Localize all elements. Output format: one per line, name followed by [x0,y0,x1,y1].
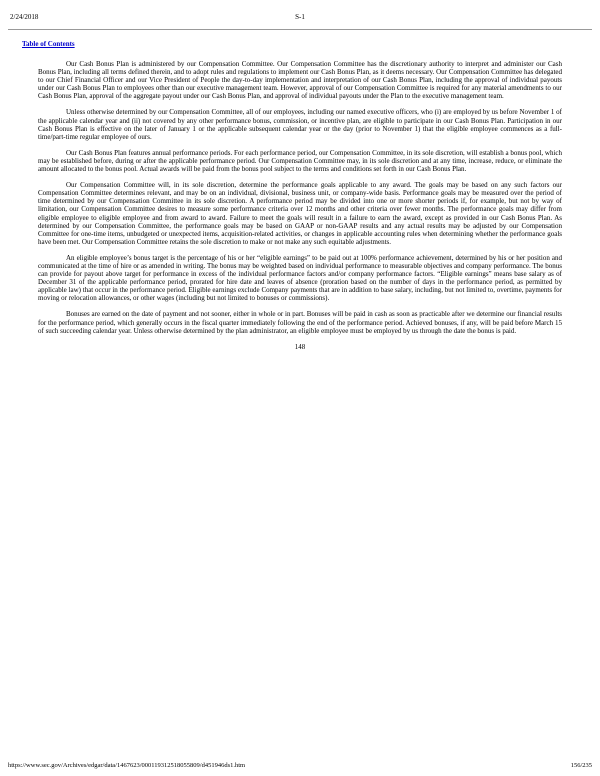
body-paragraph: Our Compensation Committee will, in its sole discretion, determine the performance goals applicable to any award. The goals may be based on any such factors our Compensation Committee determines relevant, and may be on an individual, divisional, business unit, or company-wide basis. Performance goals may be measured over the period of time determined by our Compensation Committee in its sole discretion. A performance period may be divided into one or more shorter periods if, for example, but not by way of limitation, our Compensation Committee desires to measure some performance criteria over 12 months and other criteria over fewer months. The performance goals may differ from eligible employee to eligible employee and from award to award. Failure to meet the goals will result in a failure to earn the award, except as provided in our Cash Bonus Plan. As determined by our Compensation Committee, the performance goals may be based on GAAP or non-GAAP results and any actual results may be adjusted by our Compensation Committee for one-time items, unbudgeted or unexpected items, acquisition-related activities, or changes in applicable accounting rules when determining whether the performance goals have been met. Our Compensation Committee retains the sole discretion to make or not make any such equitable adjustments. [38,181,562,246]
body-paragraph: Bonuses are earned on the date of payment and not sooner, either in whole or in part. Bonuses will be paid in cash as soon as practicable after we determine our financial results for the performance period, which generally occurs in the fiscal quarter immediately following the end of the performance period. Achieved bonuses, if any, will be paid before March 15 of such succeeding calendar year. Unless otherwise determined by the plan administrator, an eligible employee must be employed by us through the date the bonus is paid. [38,310,562,335]
header-divider [8,29,592,30]
body-paragraph: Unless otherwise determined by our Compensation Committee, all of our employees, including our named executive officers, who (i) are employed by us before November 1 of the applicable calendar year and (ii) not covered by any other performance bonus, commission, or incentive plan, are eligible to participate in our Cash Bonus Plan. Participation in our Cash Bonus Plan is effective on the later of January 1 or the applicable subsequent calendar year or the day (prior to November 1) that the eligible employee commences as a full-time/part-time regular employee of ours. [38,108,562,141]
footer-url: https://www.sec.gov/Archives/edgar/data/1467623/000119312518055809/d451946ds1.htm [8,762,246,769]
footer-page-indicator: 156/235 [570,762,592,769]
header-date: 2/24/2018 [10,13,39,21]
body-paragraph: An eligible employee’s bonus target is the percentage of his or her “eligible earnings” to be paid out at 100% performance achievement, determined by his or her position and communicated at the time of hire or as amended in writing. The bonus may be weighted based on individual performance to measurable objectives and company performance. The bonus can provide for payout above target for performance in excess of the individual performance factors and/or company performance factors. “Eligible earnings” means base salary as of December 31 of the applicable performance period, prorated for hire date and leaves of absence (proration based on the number of days in the performance period, as permitted by applicable law) that occur in the performance period. Eligible earnings exclude Company payments that are in addition to base salary, including, but not limited to, overtime, payments for moving or relocation allowances, or other wages (including but not limited to bonuses or commissions). [38,253,562,303]
page-number: 148 [294,342,306,351]
body-paragraph: Our Cash Bonus Plan features annual performance periods. For each performance period, our Compensation Committee, in its sole discretion, will establish a bonus pool, which may be established before, during or after the applicable performance period. Our Compensation Committee may, in its sole discretion and at any time, increase, reduce, or eliminate the amount allocated to the bonus pool. Actual awards will be paid from the bonus pool subject to the terms and conditions set forth in our Cash Bonus Plan. [38,148,562,174]
print-header [8,12,592,24]
header-doc-type: S-1 [295,13,305,21]
document-body [38,60,562,359]
table-of-contents-link[interactable]: Table of Contents [22,40,75,48]
print-footer [8,761,592,771]
body-paragraph: Our Cash Bonus Plan is administered by our Compensation Committee. Our Compensation Committee has the discretionary authority to interpret and administer our Cash Bonus Plan, including all terms defined therein, and to adopt rules and regulations to implement our Cash Bonus Plan, as it deems necessary. Our Compensation Committee has delegated to our Chief Financial Officer and our Vice President of People the day-to-day implementation and interpretation of our Cash Bonus Plan, including the approval of individual payouts under our Cash Bonus Plan to employees other than our executive management team. However, approval of our Compensation Committee is required for any material amendments to our Cash Bonus Plan, approval of the aggregate payout under our Cash Bonus Plan, and approval of individual payouts under the Plan to the executive management team. [38,60,562,101]
